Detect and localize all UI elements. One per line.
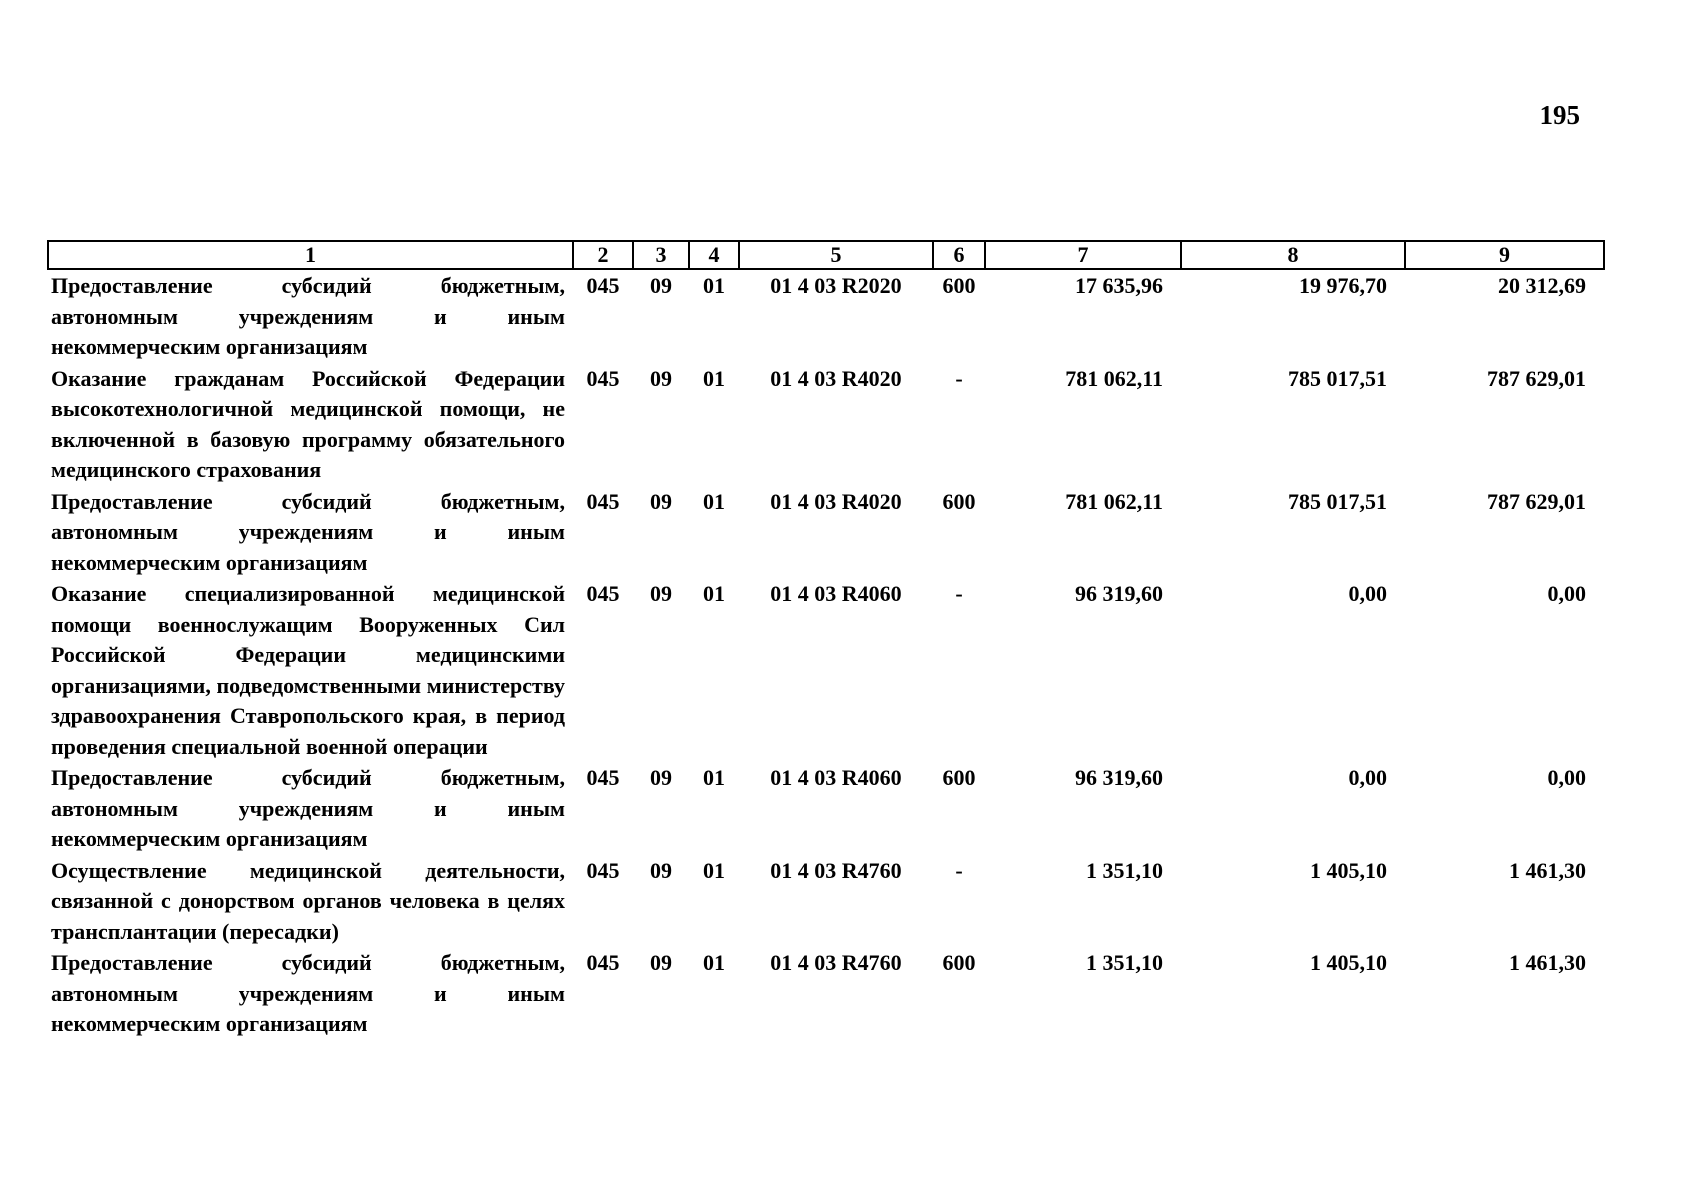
cell-amount-col9: 0,00 bbox=[1547, 765, 1586, 790]
cell-grbs-code: 045 bbox=[586, 365, 620, 391]
cell-amount-col8: 0,00 bbox=[1348, 581, 1387, 606]
cell-amount-col8: 0,00 bbox=[1348, 765, 1387, 790]
cell-amount-col9: 787 629,01 bbox=[1487, 365, 1586, 391]
cell-amount-col9: 1 461,30 bbox=[1509, 950, 1586, 975]
cell-amount-col9: 20 312,69 bbox=[1498, 273, 1586, 298]
cell-section-code: 09 bbox=[650, 950, 672, 975]
row-name: Предоставление субсидий бюджетным, автономным учреждениям и иным некоммерческим организациям bbox=[51, 273, 565, 359]
cell-grbs-code: 045 bbox=[586, 765, 620, 790]
row-name: Оказание гражданам Российской Федерации высокотехнологичной медицинской помощи, не включенной в базовую программу обязательного медицинского страхования bbox=[51, 365, 565, 482]
table-row bbox=[48, 578, 1604, 762]
page-number: 195 bbox=[1539, 100, 1580, 130]
table-row bbox=[48, 269, 1604, 363]
cell-grbs-code: 045 bbox=[586, 273, 620, 298]
cell-subsection-code: 01 bbox=[703, 765, 725, 790]
cell-amount-col7: 96 319,60 bbox=[1075, 765, 1163, 790]
column-header-6: 6 bbox=[933, 241, 985, 269]
cell-section-code: 09 bbox=[650, 857, 672, 883]
cell-amount-col7: 1 351,10 bbox=[1086, 857, 1163, 883]
header-row bbox=[48, 241, 1604, 269]
cell-amount-col9: 1 461,30 bbox=[1509, 857, 1586, 883]
cell-amount-col8: 785 017,51 bbox=[1288, 365, 1387, 391]
cell-target-article: 01 4 03 R4020 bbox=[770, 488, 902, 514]
cell-grbs-code: 045 bbox=[586, 857, 620, 883]
cell-target-article: 01 4 03 R2020 bbox=[770, 273, 902, 298]
cell-expense-type: - bbox=[955, 581, 963, 606]
cell-subsection-code: 01 bbox=[703, 581, 725, 606]
cell-grbs-code: 045 bbox=[586, 581, 620, 606]
budget-table bbox=[47, 240, 1605, 1040]
cell-section-code: 09 bbox=[650, 273, 672, 298]
cell-expense-type: 600 bbox=[942, 950, 976, 975]
cell-amount-col8: 785 017,51 bbox=[1288, 488, 1387, 514]
row-name: Осуществление медицинской деятельности, связанной с донорством органов человека в целях трансплантации (пересадки) bbox=[51, 857, 565, 944]
cell-amount-col7: 17 635,96 bbox=[1075, 273, 1163, 298]
cell-subsection-code: 01 bbox=[703, 365, 725, 391]
column-header-5: 5 bbox=[739, 241, 933, 269]
column-header-8: 8 bbox=[1181, 241, 1405, 269]
cell-amount-col8: 19 976,70 bbox=[1299, 273, 1387, 298]
cell-section-code: 09 bbox=[650, 365, 672, 391]
cell-target-article: 01 4 03 R4060 bbox=[770, 765, 902, 790]
row-name: Предоставление субсидий бюджетным, автономным учреждениям и иным некоммерческим организациям bbox=[51, 950, 565, 1036]
cell-section-code: 09 bbox=[650, 765, 672, 790]
cell-amount-col9: 787 629,01 bbox=[1487, 488, 1586, 514]
cell-amount-col8: 1 405,10 bbox=[1310, 950, 1387, 975]
budget-table-container bbox=[47, 240, 1603, 1040]
cell-amount-col8: 1 405,10 bbox=[1310, 857, 1387, 883]
table-row bbox=[48, 486, 1604, 579]
cell-amount-col7: 781 062,11 bbox=[1065, 365, 1163, 391]
cell-expense-type: 600 bbox=[942, 765, 976, 790]
column-header-4: 4 bbox=[689, 241, 739, 269]
table-row bbox=[48, 855, 1604, 948]
cell-amount-col7: 96 319,60 bbox=[1075, 581, 1163, 606]
column-header-7: 7 bbox=[985, 241, 1181, 269]
cell-expense-type: 600 bbox=[942, 273, 976, 298]
cell-target-article: 01 4 03 R4060 bbox=[770, 581, 902, 606]
column-header-3: 3 bbox=[633, 241, 689, 269]
cell-grbs-code: 045 bbox=[586, 950, 620, 975]
row-name: Предоставление субсидий бюджетным, автономным учреждениям и иным некоммерческим организациям bbox=[51, 765, 565, 851]
table-row bbox=[48, 762, 1604, 855]
column-header-9: 9 bbox=[1405, 241, 1604, 269]
cell-subsection-code: 01 bbox=[703, 950, 725, 975]
column-header-1: 1 bbox=[48, 241, 573, 269]
cell-subsection-code: 01 bbox=[703, 488, 725, 514]
cell-target-article: 01 4 03 R4760 bbox=[770, 950, 902, 975]
row-name: Оказание специализированной медицинской помощи военнослужащим Вооруженных Сил Российской Федерации медицинскими организациями, подведомственными министерству здравоохранения Ставропольского края, в период проведения специальной военной операции bbox=[51, 581, 565, 759]
row-name: Предоставление субсидий бюджетным, автономным учреждениям и иным некоммерческим организациям bbox=[51, 488, 565, 575]
cell-grbs-code: 045 bbox=[586, 488, 620, 514]
cell-amount-col9: 0,00 bbox=[1547, 581, 1586, 606]
cell-subsection-code: 01 bbox=[703, 273, 725, 298]
cell-expense-type: 600 bbox=[942, 488, 976, 514]
cell-section-code: 09 bbox=[650, 488, 672, 514]
cell-subsection-code: 01 bbox=[703, 857, 725, 883]
table-row bbox=[48, 363, 1604, 486]
table-row bbox=[48, 947, 1604, 1040]
cell-expense-type: - bbox=[955, 365, 963, 391]
cell-section-code: 09 bbox=[650, 581, 672, 606]
cell-amount-col7: 1 351,10 bbox=[1086, 950, 1163, 975]
cell-target-article: 01 4 03 R4760 bbox=[770, 857, 902, 883]
cell-expense-type: - bbox=[955, 857, 963, 883]
cell-amount-col7: 781 062,11 bbox=[1065, 488, 1163, 514]
column-header-2: 2 bbox=[573, 241, 633, 269]
cell-target-article: 01 4 03 R4020 bbox=[770, 365, 902, 391]
